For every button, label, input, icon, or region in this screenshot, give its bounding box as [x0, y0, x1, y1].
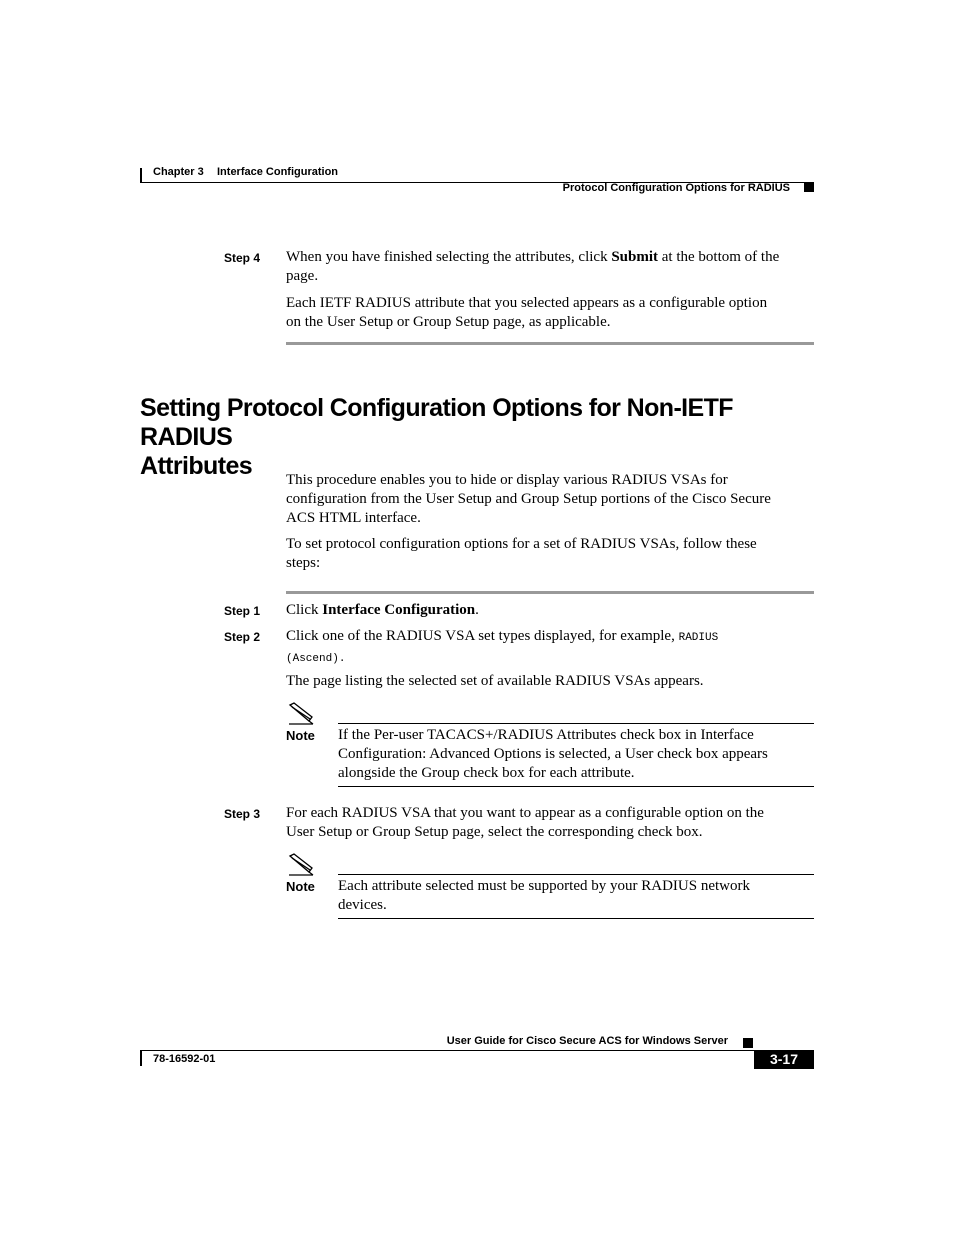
footer-doc-number: 78-16592-01	[153, 1053, 216, 1065]
footer-rule	[140, 1050, 814, 1051]
step-2-code-after: .	[338, 653, 346, 665]
step-1-label: Step 1	[224, 604, 261, 618]
header-chapter-title: Interface Configuration	[217, 166, 339, 178]
step-1-text-before: Click	[286, 602, 323, 618]
note-1-line3: alongside the Group check box for each attribute.	[338, 765, 635, 781]
footer-square-marker	[743, 1038, 753, 1048]
section-heading	[140, 394, 820, 481]
step-4-text-before: When you have finished selecting the attributes, click	[286, 249, 612, 265]
interface-configuration-term: Interface Configuration	[322, 602, 476, 618]
intro-line2: configuration from the User Setup and Group Setup portions of the Cisco Secure	[286, 491, 771, 507]
step-3-label: Step 3	[224, 807, 261, 821]
note-1-top-rule	[338, 723, 814, 724]
procedure-start-rule	[286, 591, 814, 594]
header-section-title: Protocol Configuration Options for RADIUS	[562, 182, 790, 194]
note-pencil-icon	[287, 853, 315, 877]
step-2-text-main: Click one of the RADIUS VSA set types displayed, for example,	[286, 628, 679, 644]
step-4-text-line2: page.	[286, 268, 319, 284]
step-4-result	[286, 294, 814, 332]
step-4-result-line1: Each IETF RADIUS attribute that you selected appears as a configurable option	[286, 295, 768, 311]
step-3-text	[286, 804, 814, 842]
note-2-top-rule	[338, 874, 814, 875]
procedure-end-rule	[286, 342, 814, 345]
ascend-code: (Ascend)	[286, 653, 339, 665]
submit-term: Submit	[611, 249, 658, 265]
step-2-text	[286, 627, 814, 669]
section-heading-line1: Setting Protocol Configuration Options for Non-IETF RADIUS	[140, 394, 733, 451]
footer-marker-bar	[140, 1050, 142, 1066]
note-1-label: Note	[286, 728, 315, 743]
note-2-bottom-rule	[338, 918, 814, 919]
page-number: 3-17	[754, 1050, 814, 1069]
note-1-line1: If the Per-user TACACS+/RADIUS Attributes check box in Interface	[338, 727, 754, 743]
intro-line3: ACS HTML interface.	[286, 510, 421, 526]
header-chapter: Chapter 3	[153, 166, 204, 178]
header-marker-bar	[140, 168, 142, 183]
section-heading-line2: Attributes	[140, 452, 253, 480]
step-4-text-after: at the bottom of the	[658, 249, 780, 265]
note-2-line1: Each attribute selected must be supported by your RADIUS network	[338, 878, 750, 894]
lead-paragraph	[286, 535, 814, 573]
footer-book-title: User Guide for Cisco Secure ACS for Windows Server	[446, 1035, 728, 1047]
step-1-text	[286, 601, 814, 620]
lead-line1: To set protocol configuration options for a set of RADIUS VSAs, follow these	[286, 536, 757, 552]
lead-line2: steps:	[286, 555, 321, 571]
radius-code: RADIUS	[678, 632, 719, 644]
note-2-text	[338, 877, 814, 915]
step-4-text	[286, 248, 814, 286]
header-square-marker	[804, 183, 814, 192]
intro-line1: This procedure enables you to hide or display various RADIUS VSAs for	[286, 472, 728, 488]
note-pencil-icon	[287, 702, 315, 726]
note-1-text	[338, 726, 814, 783]
note-2-line2: devices.	[338, 897, 387, 913]
note-1-line2: Configuration: Advanced Options is selected, a User check box appears	[338, 746, 768, 762]
step-2-label: Step 2	[224, 630, 261, 644]
step-3-line1: For each RADIUS VSA that you want to appear as a configurable option on the	[286, 805, 764, 821]
step-4-result-line2: on the User Setup or Group Setup page, as applicable.	[286, 314, 611, 330]
note-1-bottom-rule	[338, 786, 814, 787]
step-4-label: Step 4	[224, 251, 261, 265]
step-3-line2: User Setup or Group Setup page, select the corresponding check box.	[286, 824, 703, 840]
step-2-result: The page listing the selected set of available RADIUS VSAs appears.	[286, 673, 704, 689]
step-1-text-after: .	[475, 602, 479, 618]
note-2-label: Note	[286, 879, 315, 894]
intro-paragraph	[286, 471, 814, 528]
